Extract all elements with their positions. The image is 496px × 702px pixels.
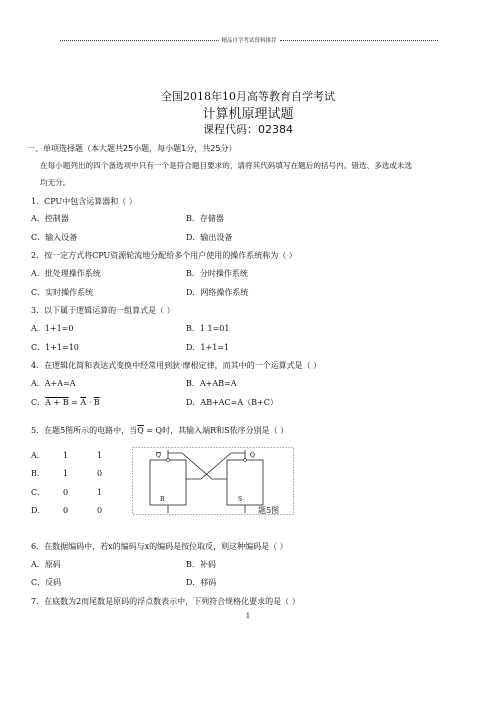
page-number: 1 bbox=[245, 612, 251, 620]
question-6-option-d: D．移码 bbox=[186, 578, 217, 587]
q5-option-c-label: C． bbox=[31, 488, 46, 497]
question-2-option-b: B．分时操作系统 bbox=[186, 269, 248, 278]
demorgan-lhs: A + B bbox=[45, 398, 69, 407]
question-1-stem: 1．CPU中包含运算器和（ ） bbox=[31, 197, 137, 206]
demorgan-rhs-a: $\overline{A}$ bbox=[80, 398, 87, 407]
q5-stem-post: = Q时，其输入端R和S依序分别是（ ） bbox=[143, 426, 289, 435]
question-3-stem: 3．以下属于逻辑运算的一组算式是（ ） bbox=[31, 306, 175, 315]
question-3-option-a: A．1+1=0 bbox=[31, 324, 74, 333]
question-5-stem bbox=[31, 426, 288, 436]
exam-title-line2: 计算机原理试题 bbox=[202, 107, 294, 122]
q5-option-a-s: 1 bbox=[97, 451, 103, 460]
exam-title-line1: 全国2018年10月高等教育自学考试 bbox=[161, 90, 335, 103]
rs-latch-diagram bbox=[132, 447, 294, 515]
question-4-option-c bbox=[31, 398, 100, 408]
q5-option-b-label: B． bbox=[31, 469, 45, 478]
q5-option-b-r: 1 bbox=[63, 469, 69, 478]
question-6-stem: 6．在数据编码中，若x的编码与x的编码是按位取反，则这种编码是（ ） bbox=[31, 542, 288, 551]
section-heading: 一、单项选择题（本大题共25小题，每小题1分，共25分） bbox=[27, 144, 237, 153]
exam-course-code: 课程代码：02384 bbox=[203, 123, 293, 136]
header-dots-left bbox=[60, 40, 219, 41]
question-2-option-c: C．实时操作系统 bbox=[31, 288, 94, 297]
q5-stem-qbar: $\overline{Q}$ bbox=[137, 426, 144, 435]
question-2-stem: 2．按一定方式将CPU资源轮流地分配给多个用户使用的操作系统称为（ ） bbox=[31, 251, 297, 260]
question-6-option-a: A．原码 bbox=[31, 560, 61, 569]
q5-stem-pre: 5．在题5图所示的电路中，当 bbox=[31, 426, 138, 435]
page-header-banner bbox=[60, 36, 438, 44]
option-c-label: C． bbox=[31, 398, 46, 407]
q5-option-d-s: 0 bbox=[97, 506, 103, 515]
fig-label-s: S bbox=[238, 496, 243, 503]
question-3-option-c: C．1+1=10 bbox=[31, 343, 79, 352]
question-4-stem: 4．在逻辑化简和表达式变换中经常用到狄·摩根定律，而其中的一个运算式是（ ） bbox=[31, 361, 322, 370]
instruction-line1: 在每小题列出的四个备选项中只有一个是符合题目要求的，请将其代码填写在题后的括号内。错选、多选或未选 bbox=[40, 161, 413, 170]
q5-option-d-r: 0 bbox=[63, 506, 69, 515]
q5-figure-caption: 题5图 bbox=[258, 506, 280, 515]
demorgan-equals: = bbox=[68, 398, 81, 407]
question-1-option-d: D．输出设备 bbox=[186, 233, 233, 242]
q5-option-a-label: A． bbox=[31, 451, 45, 460]
fig-label-qbar: Q bbox=[156, 452, 161, 459]
question-1-option-c: C．输入设备 bbox=[31, 233, 78, 242]
question-4-option-d: D．AB+AC=A（B+C） bbox=[186, 398, 278, 407]
instruction-line2: 均无分。 bbox=[40, 178, 71, 187]
question-4-option-b: B．A+AB=A bbox=[186, 379, 237, 388]
q5-option-b-s: 0 bbox=[97, 469, 103, 478]
q5-option-a-r: 1 bbox=[63, 451, 69, 460]
q5-option-c-r: 0 bbox=[63, 488, 69, 497]
q5-circuit-figure bbox=[132, 447, 294, 515]
demorgan-rhs-b: $\overline{B}$ bbox=[93, 398, 100, 407]
question-7-stem: 7．在底数为2而尾数是原码的浮点数表示中，下列符合规格化要求的是（ ） bbox=[31, 597, 300, 606]
q5-option-d-label: D． bbox=[31, 506, 46, 515]
question-2-option-d: D．网络操作系统 bbox=[186, 288, 249, 297]
q5-option-c-s: 1 bbox=[97, 488, 103, 497]
fig-label-r: R bbox=[160, 496, 165, 503]
demorgan-dot: · bbox=[86, 398, 94, 407]
question-3-option-b: B．1 1=01 bbox=[186, 324, 230, 333]
fig-label-q: Q bbox=[250, 452, 255, 459]
header-banner-text: 精品自学考试资料推荐 bbox=[221, 38, 277, 44]
question-1-option-b: B．存储器 bbox=[186, 214, 224, 223]
question-6-option-b: B．补码 bbox=[186, 560, 216, 569]
question-4-option-a: A．A+A=A bbox=[31, 379, 76, 388]
question-2-option-a: A．批处理操作系统 bbox=[31, 269, 101, 278]
question-6-option-c: C．反码 bbox=[31, 578, 62, 587]
header-dots-right bbox=[280, 40, 439, 41]
question-3-option-d: D．1+1=1 bbox=[186, 343, 230, 352]
question-1-option-a: A．控制器 bbox=[31, 214, 69, 223]
